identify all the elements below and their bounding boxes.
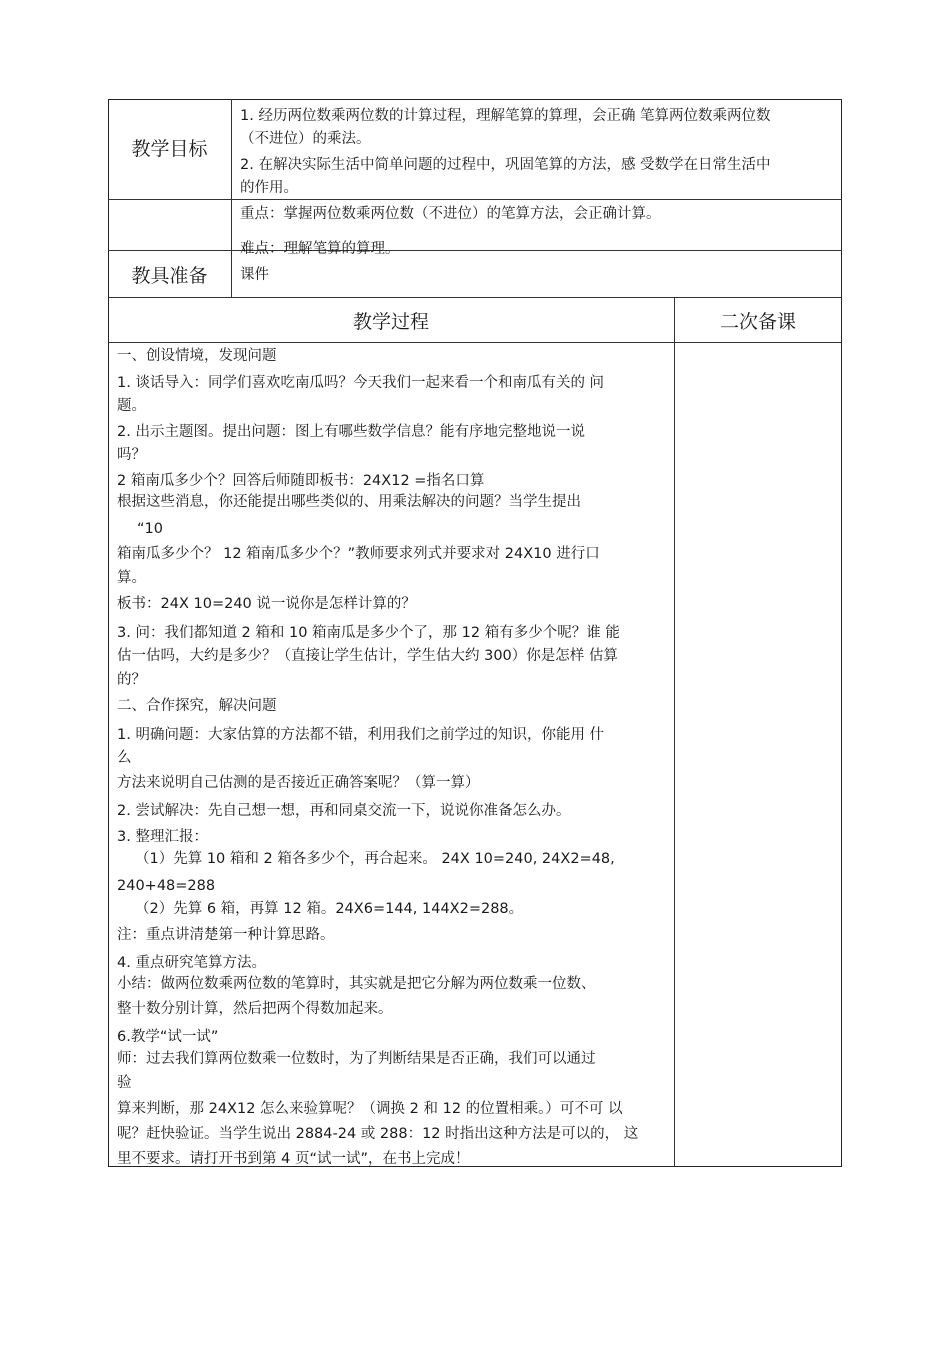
process-line: 小结：做两位数乘两位数的笔算时，其实就是把它分解为两位数乘一位数、 [117,976,596,992]
process-line: 么 [117,750,132,766]
process-line: 算来判断，那 24X12 怎么来验算呢？（调换 2 和 12 的位置相乘。）可不可 以 [117,1101,623,1117]
process-line: 3. 整理汇报： [117,829,208,845]
focus-point: 重点：掌握两位数乘两位数（不进位）的笔算方法，会正确计算。 [240,206,661,222]
process-line: 1. 谈话导入：同学们喜欢吃南瓜吗？今天我们一起来看一个和南瓜有关的 问 [117,375,605,391]
process-line: 题。 [117,398,146,414]
process-line: 算。 [117,570,146,586]
process-line: 一、创设情境，发现问题 [117,348,277,364]
process-line: 方法来说明自己估测的是否接近正确答案呢？（算一算） [117,775,480,791]
process-line: 根据这些消息，你还能提出哪些类似的、用乘法解决的问题？当学生提出 [117,494,581,510]
process-header: 教学过程 [352,311,429,333]
process-line: 里不要求。请打开书到第 4 页“试一试”，在书上完成！ [117,1151,470,1167]
process-line: 呢？赶快验证。当学生说出 2884-24 或 288：12 时指出这种方法是可以的， 这 [117,1126,639,1142]
process-line: 2. 出示主题图。提出问题：图上有哪些数学信息？能有序地完整地说一说 [117,424,585,440]
objective-2-line-2: 的作用。 [240,180,298,196]
materials-value: 课件 [240,267,269,283]
row-divider [108,342,842,343]
process-line: 4. 重点研究笔算方法。 [117,955,266,971]
process-line: 验 [117,1075,132,1091]
column-divider [674,297,675,1167]
process-line: 二、合作探究，解决问题 [117,698,277,714]
process-line: 板书：24X 10=240 说一说你是怎样计算的？ [117,596,416,612]
process-line: 2 箱南瓜多少个？回答后师随即板书：24X12 =指名口算 [117,473,485,489]
difficulty-point: 难点：理解笔算的算理。 [240,241,400,257]
objective-1-line-2: （不进位）的乘法。 [240,131,371,147]
process-line: “10 [137,521,163,537]
row-divider [108,297,842,298]
process-line: 240+48=288 [117,878,216,894]
process-line: 2. 尝试解决：先自己想一想，再和同桌交流一下，说说你准备怎么办。 [117,803,571,819]
column-divider [231,99,232,297]
row-divider [108,199,842,200]
materials-label: 教具准备 [131,265,208,287]
row-divider [108,250,842,251]
process-line: 箱南瓜多少个？ 12 箱南瓜多少个？”教师要求列式并要求对 24X10 进行口 [117,546,600,562]
process-line: （1）先算 10 箱和 2 箱各多少个，再合起来。 24X 10=240, 24X2=48, [135,851,615,867]
process-line: 的？ [117,672,146,688]
objective-1-line-1: 1. 经历两位数乘两位数的计算过程，理解笔算的算理，会正确 笔算两位数乘两位数 [240,108,771,124]
process-line: 估一估吗，大约是多少？（直接让学生估计，学生估大约 300）你是怎样 估算 [117,648,618,664]
process-line: 注：重点讲清楚第一种计算思路。 [117,927,335,943]
process-line: 吗？ [117,447,146,463]
process-line: 1. 明确问题：大家估算的方法都不错，利用我们之前学过的知识，你能用 什 [117,727,605,743]
process-line: 3. 问：我们都知道 2 箱和 10 箱南瓜是多少个了，那 12 箱有多少个呢？谁 能 [117,625,620,641]
process-line: 整十数分别计算，然后把两个得数加起来。 [117,1001,393,1017]
process-line: （2）先算 6 箱，再算 12 箱。24X6=144, 144X2=288。 [135,901,524,917]
process-line: 6.教学“试一试” [117,1029,219,1045]
objective-2-line-1: 2. 在解决实际生活中简单问题的过程中，巩固笔算的方法，感 受数学在日常生活中 [240,157,771,173]
objectives-label: 教学目标 [131,138,208,160]
second-prep-header: 二次备课 [719,311,796,333]
process-line: 师：过去我们算两位数乘一位数时，为了判断结果是否正确，我们可以通过 [117,1051,596,1067]
